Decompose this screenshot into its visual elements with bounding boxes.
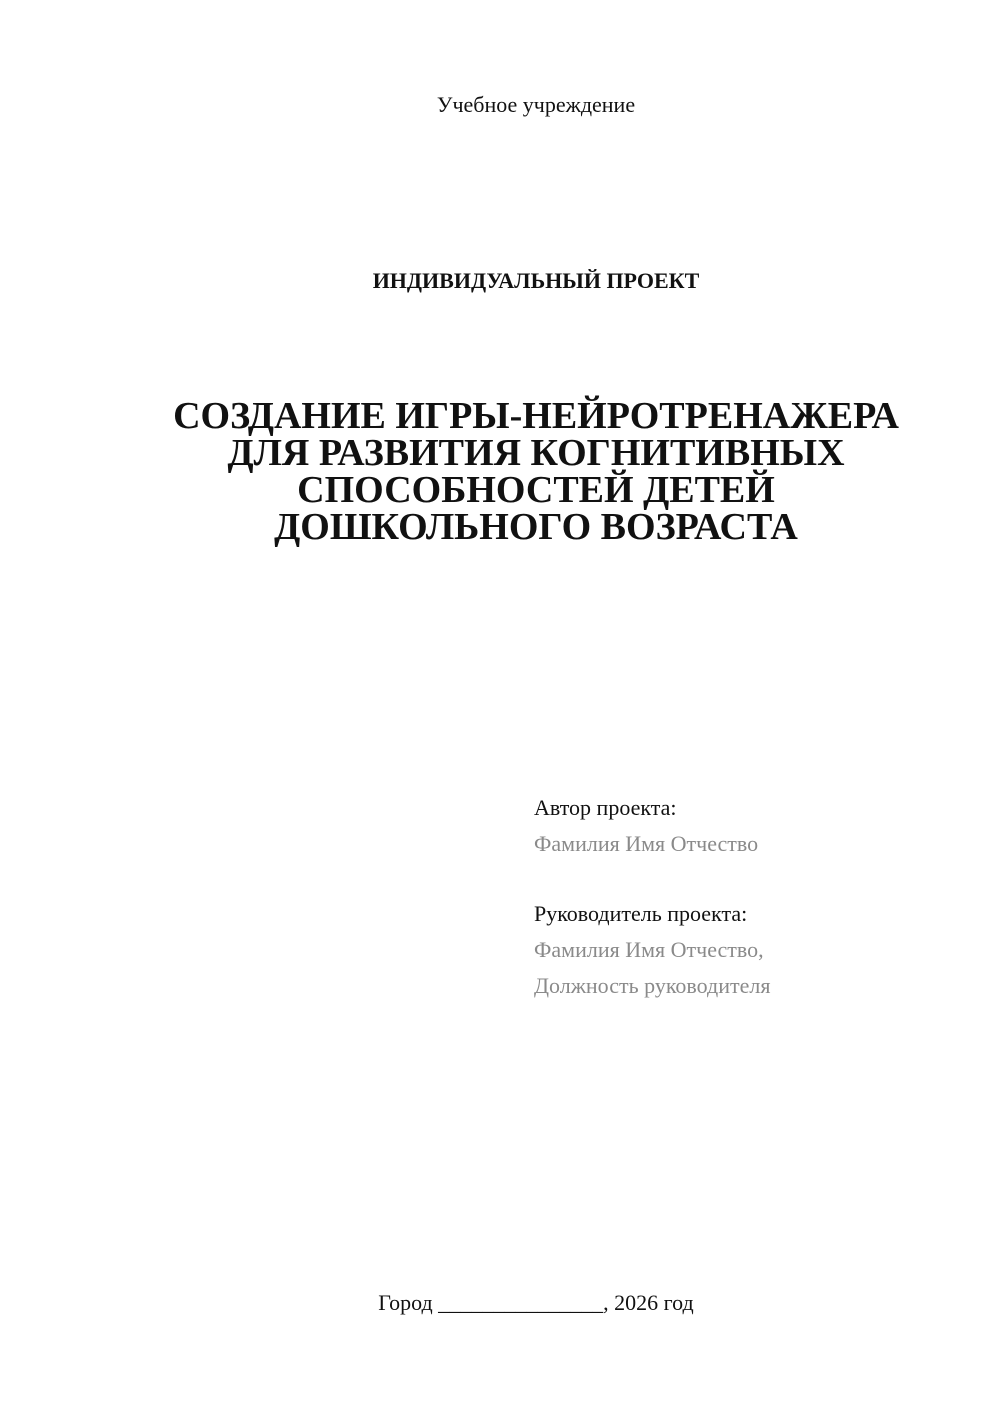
city-year-footer: Город _______________, 2026 год (378, 1290, 694, 1315)
project-title-line: СОЗДАНИЕ ИГРЫ-НЕЙРОТРЕНАЖЕРА (173, 395, 899, 437)
project-title (0, 395, 1000, 548)
credits-spacer (534, 862, 770, 896)
credits-block (534, 790, 770, 1004)
supervisor-label: Руководитель проекта: (534, 901, 748, 926)
supervisor-name: Фамилия Имя Отчество, (534, 937, 764, 962)
institution-name: Учебное учреждение (436, 92, 636, 117)
author-label: Автор проекта: (534, 795, 677, 820)
project-title-line: ДЛЯ РАЗВИТИЯ КОГНИТИВНЫХ (227, 432, 845, 474)
author-name: Фамилия Имя Отчество (534, 831, 759, 856)
project-title-line: ДОШКОЛЬНОГО ВОЗРАСТА (274, 506, 798, 548)
project-type-heading: ИНДИВИДУАЛЬНЫЙ ПРОЕКТ (372, 268, 700, 293)
project-title-line: СПОСОБНОСТЕЙ ДЕТЕЙ (297, 469, 775, 511)
supervisor-position: Должность руководителя (534, 973, 771, 998)
